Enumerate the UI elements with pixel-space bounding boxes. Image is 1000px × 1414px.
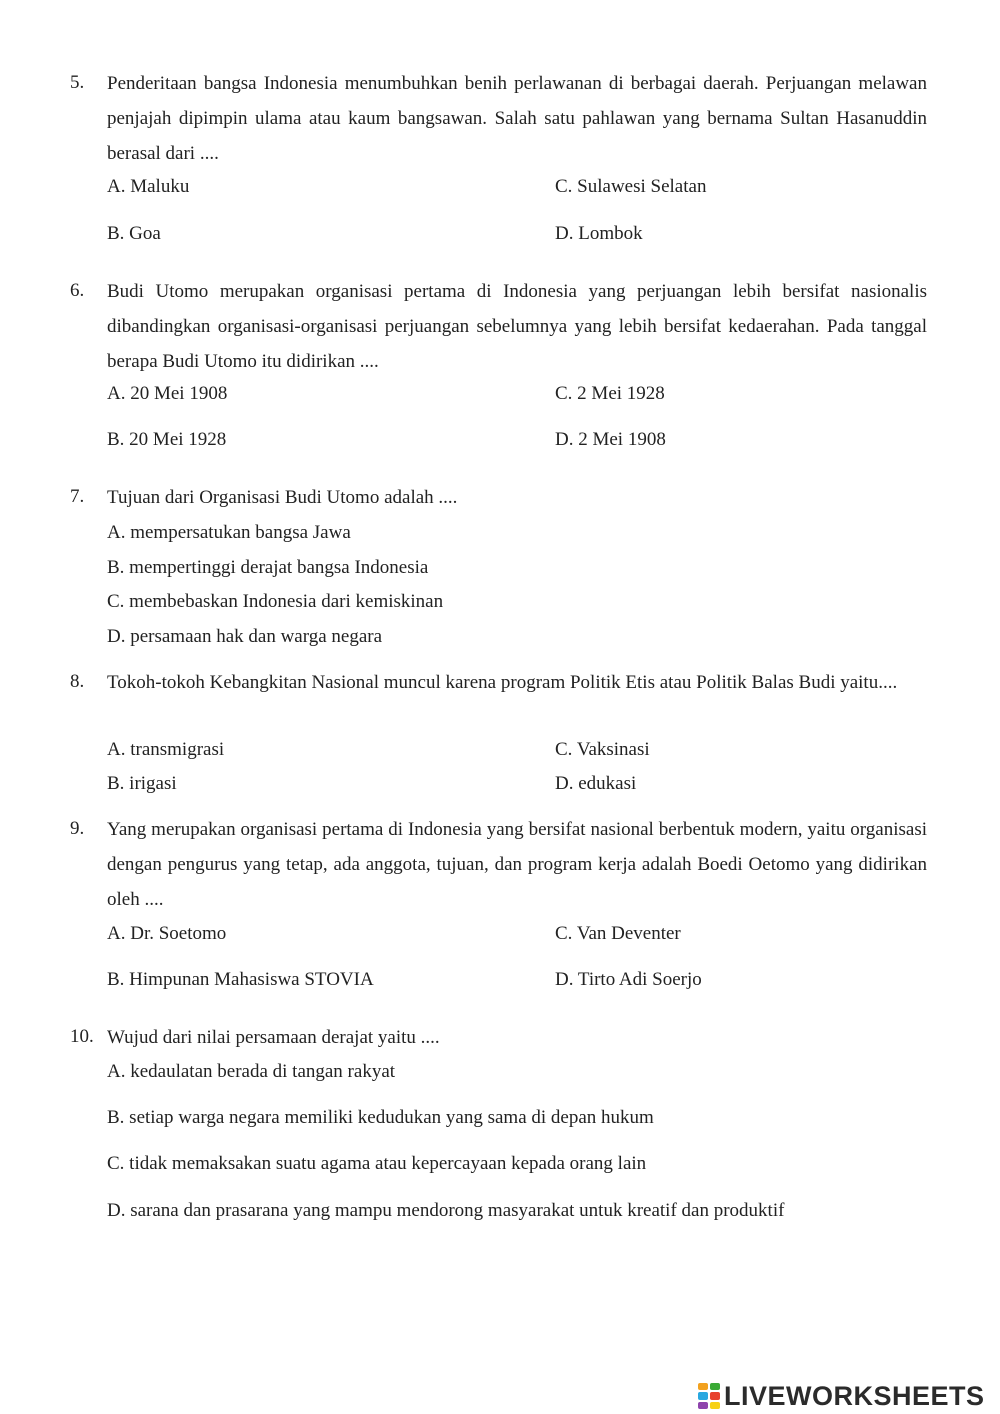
- option-a[interactable]: A. mempersatukan bangsa Jawa: [107, 522, 351, 543]
- logo-tile: [698, 1383, 708, 1390]
- question-stem: Budi Utomo merupakan organisasi pertama di Indonesia yang perjuangan lebih bersifat nasionalis dibandingkan organisasi-organisasi perjuangan sebelumnya yang lebih bersifat kedaerahan. Pada tanggal berapa Budi Utomo itu didirikan ....: [107, 281, 927, 372]
- option-c[interactable]: C. membebaskan Indonesia dari kemiskinan: [107, 591, 444, 612]
- logo-tile: [710, 1402, 720, 1409]
- question-stem: Wujud dari nilai persamaan derajat yaitu ....: [107, 1027, 440, 1048]
- option-d[interactable]: D. edukasi: [555, 773, 637, 794]
- option-d[interactable]: D. Tirto Adi Soerjo: [555, 969, 702, 990]
- option-a[interactable]: A. Dr. Soetomo: [107, 923, 227, 944]
- question-number: 5.: [70, 72, 85, 93]
- question-stem: Yang merupakan organisasi pertama di Indonesia yang bersifat nasional berbentuk modern, yaitu organisasi dengan pengurus yang tetap, ada anggota, tujuan, dan program kerja adalah Boedi Oetomo yang didirikan oleh ....: [107, 819, 927, 910]
- logo-text: LIVEWORKSHEETS: [724, 1380, 985, 1411]
- option-d[interactable]: D. sarana dan prasarana yang mampu mendorong masyarakat untuk kreatif dan produktif: [107, 1200, 785, 1221]
- liveworksheets-logo: [698, 1378, 985, 1414]
- option-a[interactable]: A. 20 Mei 1908: [107, 383, 228, 404]
- liveworksheets-logo-icon: [698, 1383, 720, 1409]
- option-b[interactable]: B. Goa: [107, 223, 161, 244]
- logo-tile: [710, 1392, 720, 1399]
- option-d[interactable]: D. persamaan hak dan warga negara: [107, 626, 383, 647]
- question-number: 10.: [70, 1026, 94, 1047]
- option-b[interactable]: B. setiap warga negara memiliki kedudukan yang sama di depan hukum: [107, 1107, 654, 1128]
- option-b[interactable]: B. 20 Mei 1928: [107, 429, 227, 450]
- question-stem: Tujuan dari Organisasi Budi Utomo adalah ....: [107, 487, 458, 508]
- option-a[interactable]: A. transmigrasi: [107, 739, 225, 760]
- option-a[interactable]: A. kedaulatan berada di tangan rakyat: [107, 1061, 396, 1082]
- option-c[interactable]: C. Sulawesi Selatan: [555, 176, 707, 197]
- question-stem: Tokoh-tokoh Kebangkitan Nasional muncul karena program Politik Etis atau Politik Balas Budi yaitu....: [107, 672, 898, 693]
- option-d[interactable]: D. Lombok: [555, 223, 643, 244]
- question-number: 6.: [70, 280, 85, 301]
- option-c[interactable]: C. Van Deventer: [555, 923, 681, 944]
- option-a[interactable]: A. Maluku: [107, 176, 190, 197]
- option-b[interactable]: B. mempertinggi derajat bangsa Indonesia: [107, 557, 429, 578]
- option-b[interactable]: B. Himpunan Mahasiswa STOVIA: [107, 969, 374, 990]
- option-d[interactable]: D. 2 Mei 1908: [555, 429, 666, 450]
- logo-tile: [710, 1383, 720, 1390]
- logo-tile: [698, 1392, 708, 1399]
- option-c[interactable]: C. Vaksinasi: [555, 739, 650, 760]
- option-b[interactable]: B. irigasi: [107, 773, 177, 794]
- option-c[interactable]: C. 2 Mei 1928: [555, 383, 665, 404]
- question-number: 9.: [70, 818, 85, 839]
- question-number: 8.: [70, 671, 85, 692]
- logo-tile: [698, 1402, 708, 1409]
- question-stem: Penderitaan bangsa Indonesia menumbuhkan benih perlawanan di berbagai daerah. Perjuangan melawan penjajah dipimpin ulama atau kaum bangsawan. Salah satu pahlawan yang bernama Sultan Hasanuddin berasal dari ....: [107, 73, 927, 164]
- question-number: 7.: [70, 486, 85, 507]
- option-c[interactable]: C. tidak memaksakan suatu agama atau kepercayaan kepada orang lain: [107, 1153, 647, 1174]
